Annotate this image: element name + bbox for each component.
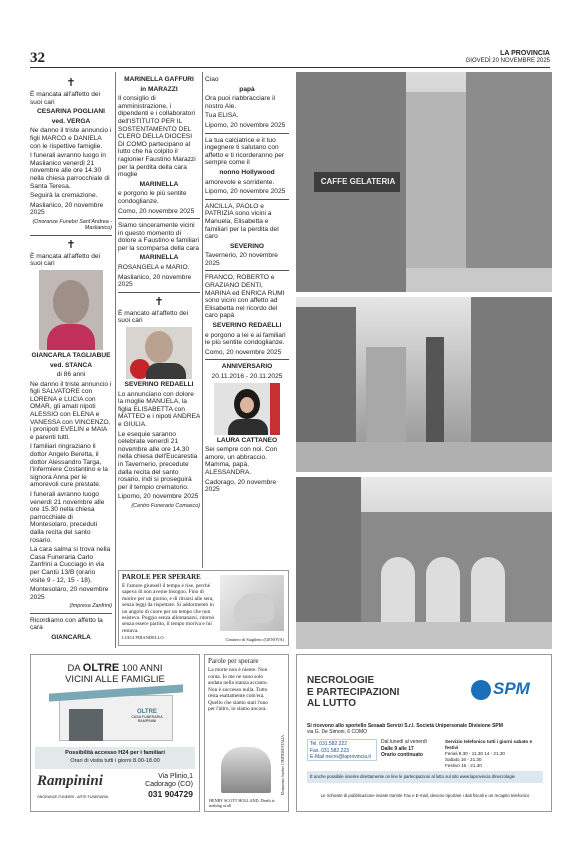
portrait-photo <box>126 327 192 379</box>
poem-author: LUIGI PIRANDELLO <box>122 635 164 640</box>
deceased-name: papà <box>239 85 255 93</box>
poem-text: E l'amore giunsell il tempo e rise, perché sapeva di non averne bisogno. Fino di morire per un giorno, e di ritrarsi alle sera, senza leggi da rispettare. Si addormentò in un angolo di cuore per un tempo che non esisteva. Poggio senza allontanarsi, ritornò senza essere partito, il tempo moriva e lui restava. <box>122 583 215 634</box>
notice-place: Maslianico, 20 novembre 2025 <box>30 201 104 217</box>
deceased-name: MARINELLA <box>139 254 179 262</box>
cafe-sign: CAFFE GELATERIA <box>320 177 396 186</box>
notice-body: Ne danno il triste annuncio i figli MARCO e DANIELA con le rispettive famiglie. <box>30 127 112 150</box>
ad-notice-bar <box>35 747 195 769</box>
notice-place: Lipomo, 20 novembre 2025 <box>118 493 199 501</box>
building-sign: OLTRE <box>137 709 157 715</box>
divider <box>205 199 289 200</box>
spm-email: E-Mail necro@laprovincia.it <box>310 754 371 760</box>
notice-body: Ne danno il triste annuncio i figli SALVATORE con LORENA e LUCIA con OMAR, gli amati nipoti ALESSIO con ELENA e VANESSA con VINCENZO, i pronipoti EVELIN e MAIA e parenti tutti. <box>30 380 112 441</box>
ad-access-note: Possibilità accesso H24 per i familiari <box>65 750 165 756</box>
spm-service-title: Servizio telefonico tutti i giorni sabato e festivi <box>445 739 533 750</box>
deceased-name: MARINELLA <box>139 180 179 188</box>
spm-days: Dal lunedì al venerdì <box>381 739 427 745</box>
spm-time: Dalle 9 alle 17 <box>381 745 414 752</box>
notice-cremation: Seguirà la cremazione. <box>30 192 98 200</box>
ad-headline-years: 100 ANNI <box>121 663 163 674</box>
divider <box>205 359 289 360</box>
ad-street: Via Plinio,1 <box>158 773 193 780</box>
portrait-photo <box>39 270 103 350</box>
spm-intro-text: Si ricevono allo sportello Sesaab Servizi S.r.l. Società Unipersonale Divisione SPM <box>307 723 503 729</box>
masthead <box>466 50 550 65</box>
notice-text: Ora puoi riabbracciare il nostro Ale. <box>205 95 275 110</box>
spm-phone-service <box>445 739 545 769</box>
poem-author: HENRY SCOTT HOLLAND, Death is nothing at all <box>209 798 275 808</box>
notice-body: Ricordiamo con affetto la cara <box>30 616 103 632</box>
poem-text: La morte non è niente. Non conta. Io me ne sono solo andata nella stanza accanto. Non è successo nulla. Tutto resta esattamente com'era. Quello che siamo stati l'uno per l'altro, lo siamo ancora. <box>208 667 268 712</box>
spm-title <box>307 675 399 710</box>
funeral-home-building <box>49 687 183 743</box>
deceased-name: SEVERINO REDAELLI <box>124 381 194 389</box>
notice-text: Ciao <box>205 76 219 83</box>
spm-sabato: Sabato 16 - 21.30 <box>445 757 482 762</box>
notice-text: La tua calciatrice e il tuo ingegnere ti salutano con affetto e ti ricorderanno per sempre come il <box>205 136 285 167</box>
notice-place: Cadorago, 20 novembre 2025 <box>205 478 277 494</box>
divider <box>205 133 289 134</box>
divider <box>118 292 200 293</box>
header-rule <box>30 67 550 68</box>
notice-place: Montesolaro, 20 novembre 2025 <box>30 586 109 601</box>
spm-logo <box>471 677 533 703</box>
funeral-home-ad <box>30 654 200 812</box>
notice-place: Lipomo, 20 novembre 2025 <box>205 188 286 196</box>
ad-subheadline: VICINI ALLE FAMIGLIE <box>65 674 165 685</box>
spm-festivo: Festivo 16 - 21.30 <box>445 763 482 768</box>
masthead-date: GIOVEDÌ 20 NOVEMBRE 2025 <box>465 58 550 64</box>
image-credit: Cimitero di Staglieno (GENOVA) <box>225 637 284 642</box>
notice-signature: (Centro Funerario Comasco) <box>131 502 200 509</box>
deceased-name: MARINELLA GAFFURI <box>124 76 194 83</box>
notice-funeral: Le esequie saranno celebrate venerdì 21 novembre alle ore 14.30 nella chiesa dell'Eucarestia in Tavernerio, precedute dalla recita del santo rosario, indi si proseguirà per il tempio crematorio. <box>118 430 198 491</box>
spm-contacts <box>307 739 377 761</box>
deceased-name: LAURA CATTANEO <box>216 436 278 444</box>
notice-intro: È mancata all'affetto dei suoi cari <box>30 252 101 268</box>
statue-image <box>220 575 284 631</box>
poem-title: Parole per sperare <box>208 657 259 665</box>
ad-brand-sub: ONORANZE FUNEBRI - ARTE FUNERARIA <box>37 795 109 799</box>
column-separator <box>115 72 116 648</box>
notice-from: ROSANGELA e MARIO. <box>118 264 190 272</box>
spm-address: via G. De Simoni, 6 COMO <box>307 729 368 735</box>
notice-funeral: I funerali avranno luogo venerdì 21 novembre alle ore 15.30 nella chiesa parrocchiale di Montesolaro, preceduti dalla recita del santo rosario. <box>30 491 105 544</box>
deceased-name: SEVERINO <box>229 242 265 250</box>
spm-hours <box>381 739 441 759</box>
spm-continuous: Orario continuato <box>381 752 423 758</box>
spm-necrology-ad <box>296 654 552 812</box>
ad-headline-oltre: OLTRE <box>82 662 120 674</box>
portrait-photo <box>214 383 280 435</box>
deceased-name: CESARINA POGLIANI <box>37 108 105 116</box>
ad-brand: Rampinini <box>37 773 103 789</box>
poem-box <box>204 654 289 812</box>
column-3 <box>205 76 289 566</box>
spm-online-bar: È anche possibile inserire direttamente on line le partecipazioni al lutto sul sito www.laprovincia.it/necrologie <box>307 771 543 783</box>
notice-text <box>30 644 112 645</box>
deceased-sub: ved. VERGA <box>51 117 91 125</box>
notice-thanks: I familiari ringraziano il dottor Angelo Beretta, il dottor Alessandro Targa, l'infermiere Costantino e la signora Anna per le amorevoli cure prestate. <box>30 443 108 489</box>
notice-place: Maslianico, 20 novembre 2025 <box>118 273 192 289</box>
deceased-name: GIANCARLA <box>51 633 91 641</box>
historic-square-photo <box>296 297 552 472</box>
spm-footer: Le richieste di pubblicazione inviate tramite Fax e E-mail, devono riportare i dati fiscali e un recapito telefonico <box>320 793 530 798</box>
masthead-title: LA PROVINCIA <box>500 50 550 57</box>
divider <box>118 218 200 219</box>
notice-place: Como, 20 novembre 2025 <box>205 348 282 356</box>
ad-visit-note: Orari di visita tutti i giorni 8.00-18.00 <box>70 758 160 764</box>
building-sign-sub: CASA FUNERARIA RAMPININI <box>131 715 163 723</box>
ad-phone: 031 904729 <box>148 789 193 799</box>
page-number: 32 <box>30 50 45 66</box>
deceased-age: di 86 anni <box>56 371 86 379</box>
spm-intro <box>307 723 543 735</box>
divider <box>30 613 112 614</box>
notice-signature: (Impresa Zanfrini) <box>69 603 112 610</box>
historic-gate-photo <box>296 477 552 649</box>
ad-headline-da: DA <box>67 663 81 674</box>
cross-icon: ✝ <box>66 238 76 251</box>
deceased-name: nonno Hollywood <box>219 168 275 176</box>
spm-tel: Tel. 031.582.222 <box>310 741 347 747</box>
column-1 <box>30 74 112 644</box>
spm-feriali: Feriali 8.30 - 11.30 14 - 21.30 <box>445 751 505 756</box>
cross-icon: ✝ <box>66 77 76 89</box>
notice-body: Sei sempre con noi. Con amore, un abbraccio. Mamma, papà, ALESSANDRA. <box>205 446 278 476</box>
notice-text: e porgono a lei e ai familiari le più sentite condoglianze. <box>205 331 286 347</box>
notice-from: Tua ELISA. <box>205 112 239 120</box>
ad-headline <box>31 663 199 674</box>
notice-text: e porgono le più sentite condoglianze. <box>118 190 187 205</box>
notice-intro: È mancata all'affetto dei suoi cari <box>30 91 101 106</box>
divider <box>205 270 289 271</box>
notice-place: Como, 20 novembre 2025 <box>118 207 195 215</box>
ad-address <box>145 773 193 799</box>
cross-icon: ✝ <box>154 295 164 308</box>
spm-title-2: E PARTECIPAZIONI <box>307 686 400 698</box>
notice-body: Lo annunciano con dolore la moglie MANUELA, la figlia ELISABETTA con MATTEO e i nipoti ANDREA e GIULIA. <box>118 390 200 428</box>
notice-text: ANCILLA, PAOLO e PATRIZIA sono vicini a Manuela, Elisabetta e familiari per la perdita del caro <box>205 202 279 241</box>
notice-intro: È mancato all'affetto dei suoi cari <box>118 309 189 325</box>
notice-text: amorevole e sorridente. <box>205 178 275 186</box>
notice-salma: La cara salma si trova nella Casa Funeraria Carlo Zanfrini a Cucciago in via per Cantù 13/B (orario visite 9 - 12, 15 - 18). <box>30 546 111 584</box>
angel-statue-image <box>221 747 271 793</box>
historic-street-photo <box>296 72 552 292</box>
divider <box>30 235 112 236</box>
notice-place: Lipomo, 20 novembre 2025 <box>205 121 286 129</box>
historic-photo-gallery <box>296 72 552 649</box>
spm-logo-text: SPM <box>493 679 530 698</box>
anniversary-title: ANNIVERSARIO <box>221 363 273 371</box>
spm-logo-icon <box>471 680 491 700</box>
notice-body: Siamo sinceramente vicini in questo momento di dolore a Faustino e familiari per la scomparsa della cara <box>118 222 199 252</box>
deceased-sub: in MARAZZI <box>140 85 178 93</box>
column-2 <box>118 76 200 566</box>
spm-fax: Fax. 031.582.223 <box>310 747 349 754</box>
notice-body: Il consiglio di amministrazione, i dipendenti e i collaboratori dell'ISTITUTO PER IL SOSTENTAMENTO DEL CLERO DELLA DIOCESI DI COMO partecipano al lutto che ha colpito il ragionier Faustino Marazzi per la perdita della cara moglie <box>118 95 196 179</box>
column-separator <box>202 72 203 568</box>
poem-title: PAROLE PER SPERARE <box>122 573 201 581</box>
deceased-name: SEVERINO REDAELLI <box>212 322 282 330</box>
anniversary-dates: 20.11.2016 - 20.11.2025 <box>211 373 283 380</box>
spm-title-3: AL LUTTO <box>307 698 357 709</box>
notice-text: FRANCO, ROBERTO e GRAZIANO DENTI, MARINA ed ENRICA RUMI sono vicini con affetto ad Elisabetta nel ricordo del caro papà <box>205 274 285 320</box>
spm-title-1: NECROLOGIE <box>307 675 375 686</box>
image-credit: Monumento funebre CIMITERO ITALIA <box>281 735 285 796</box>
deceased-name: GIANCARLA TAGLIABUE <box>31 351 111 359</box>
poem-box <box>118 570 289 646</box>
deceased-sub: ved. STANCA <box>49 361 92 369</box>
notice-place: Tavernerio, 20 novembre 2025 <box>205 252 278 267</box>
notice-funeral: I funerali avranno luogo in Maslianico venerdì 21 novembre alle ore 14.30 nella chiesa parrocchiale di Santa Teresa. <box>30 152 110 190</box>
notice-signature: (Onoranze Funebri Sant'Andrea - Maslianico) <box>32 218 112 232</box>
ad-city: Cadorago (CO) <box>145 781 193 788</box>
